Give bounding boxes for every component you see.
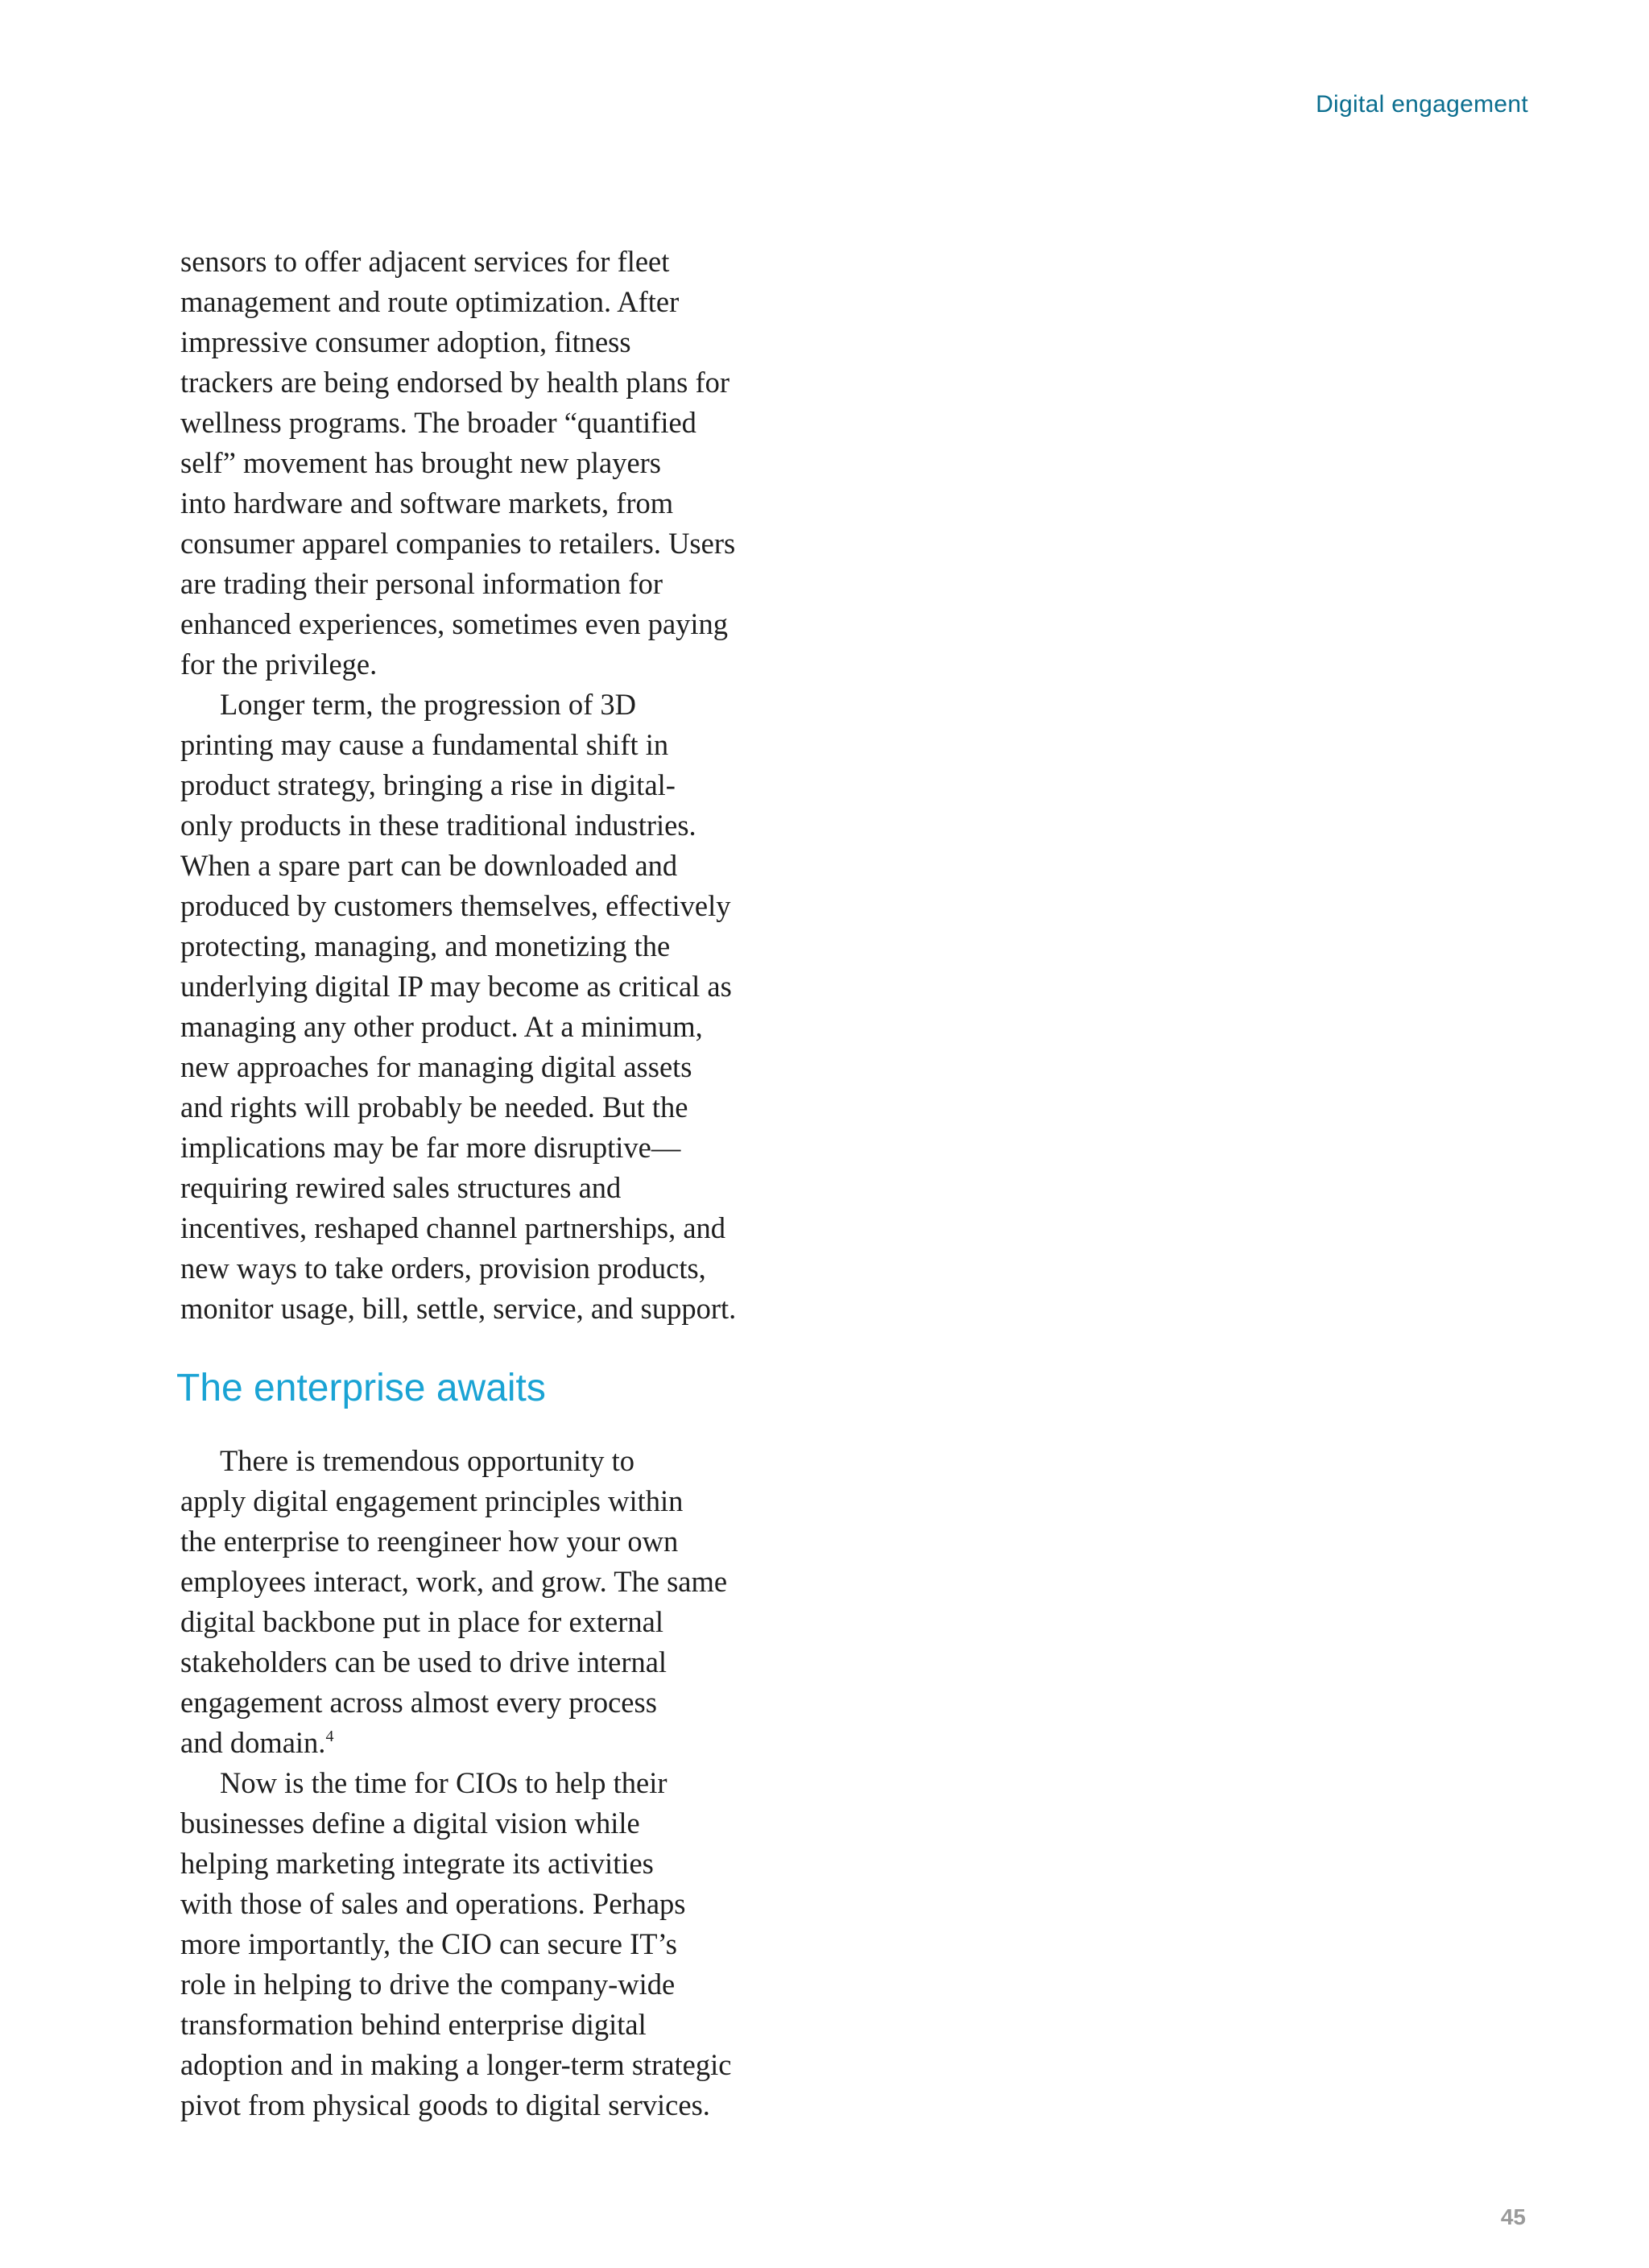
- text-line: digital backbone put in place for external: [180, 1605, 663, 1638]
- text-line: employees interact, work, and grow. The same: [180, 1565, 728, 1598]
- text-line: transformation behind enterprise digital: [180, 2008, 647, 2041]
- text-line: wellness programs. The broader “quantified: [180, 406, 696, 439]
- text-line: more importantly, the CIO can secure IT’s: [180, 1927, 677, 1960]
- article-column: [176, 242, 760, 2125]
- text-line: impressive consumer adoption, fitness: [180, 325, 631, 358]
- text-line: management and route optimization. After: [180, 285, 680, 318]
- text-line: with those of sales and operations. Perhaps: [180, 1887, 686, 1920]
- text-line: self” movement has brought new players: [180, 446, 662, 479]
- text-line: sensors to offer adjacent services for fleet: [180, 245, 670, 278]
- text-line: product strategy, bringing a rise in digital-: [180, 768, 676, 801]
- section-heading: The enterprise awaits: [176, 1367, 546, 1409]
- text-line: enhanced experiences, sometimes even paying: [180, 607, 729, 640]
- text-line: produced by customers themselves, effectively: [180, 889, 731, 922]
- text-line: adoption and in making a longer-term strategic: [180, 2048, 732, 2081]
- page-number: 45: [1500, 2204, 1526, 2229]
- text-line: When a spare part can be downloaded and: [180, 849, 678, 882]
- text-line: protecting, managing, and monetizing the: [180, 929, 671, 962]
- text-line: stakeholders can be used to drive internal: [180, 1645, 667, 1678]
- text-line: implications may be far more disruptive—: [180, 1131, 681, 1164]
- text-line: engagement across almost every process: [180, 1686, 657, 1719]
- text-line: Now is the time for CIOs to help their: [220, 1766, 667, 1799]
- paragraph-2: [180, 685, 760, 1329]
- text-line: monitor usage, bill, settle, service, and support.: [180, 1292, 737, 1325]
- text-line: requiring rewired sales structures and: [180, 1171, 622, 1204]
- text-line: There is tremendous opportunity to: [220, 1444, 634, 1477]
- text-line: trackers are being endorsed by health plans for: [180, 366, 730, 399]
- text-line: are trading their personal information for: [180, 567, 663, 600]
- running-header: Digital engagement: [1316, 91, 1528, 118]
- text-line: and rights will probably be needed. But the: [180, 1091, 688, 1124]
- paragraph-1: [180, 242, 760, 685]
- text-line: [180, 1723, 760, 1763]
- text-line: only products in these traditional industries.: [180, 809, 696, 842]
- text-line: underlying digital IP may become as critical as: [180, 970, 732, 1003]
- text-line: pivot from physical goods to digital services.: [180, 2088, 710, 2121]
- text-line: helping marketing integrate its activities: [180, 1847, 654, 1880]
- text-line: into hardware and software markets, from: [180, 486, 674, 519]
- text-line: printing may cause a fundamental shift in: [180, 728, 669, 761]
- text-line: incentives, reshaped channel partnerships, and: [180, 1211, 726, 1244]
- text-line: role in helping to drive the company-wide: [180, 1968, 676, 2001]
- text-line: managing any other product. At a minimum,: [180, 1010, 703, 1043]
- text-line: new ways to take orders, provision products,: [180, 1252, 706, 1285]
- text-line: apply digital engagement principles within: [180, 1484, 684, 1517]
- text-segment: and domain.: [180, 1726, 326, 1759]
- text-line: the enterprise to reengineer how your own: [180, 1525, 679, 1558]
- text-line: businesses define a digital vision while: [180, 1807, 640, 1840]
- footnote-reference[interactable]: 4: [325, 1728, 334, 1745]
- paragraph-4: [180, 1763, 760, 2125]
- paragraph-3: [180, 1441, 760, 1763]
- text-line: Longer term, the progression of 3D: [220, 688, 636, 721]
- text-line: for the privilege.: [180, 648, 378, 681]
- text-line: new approaches for managing digital assets: [180, 1050, 692, 1083]
- text-line: consumer apparel companies to retailers. Users: [180, 527, 736, 560]
